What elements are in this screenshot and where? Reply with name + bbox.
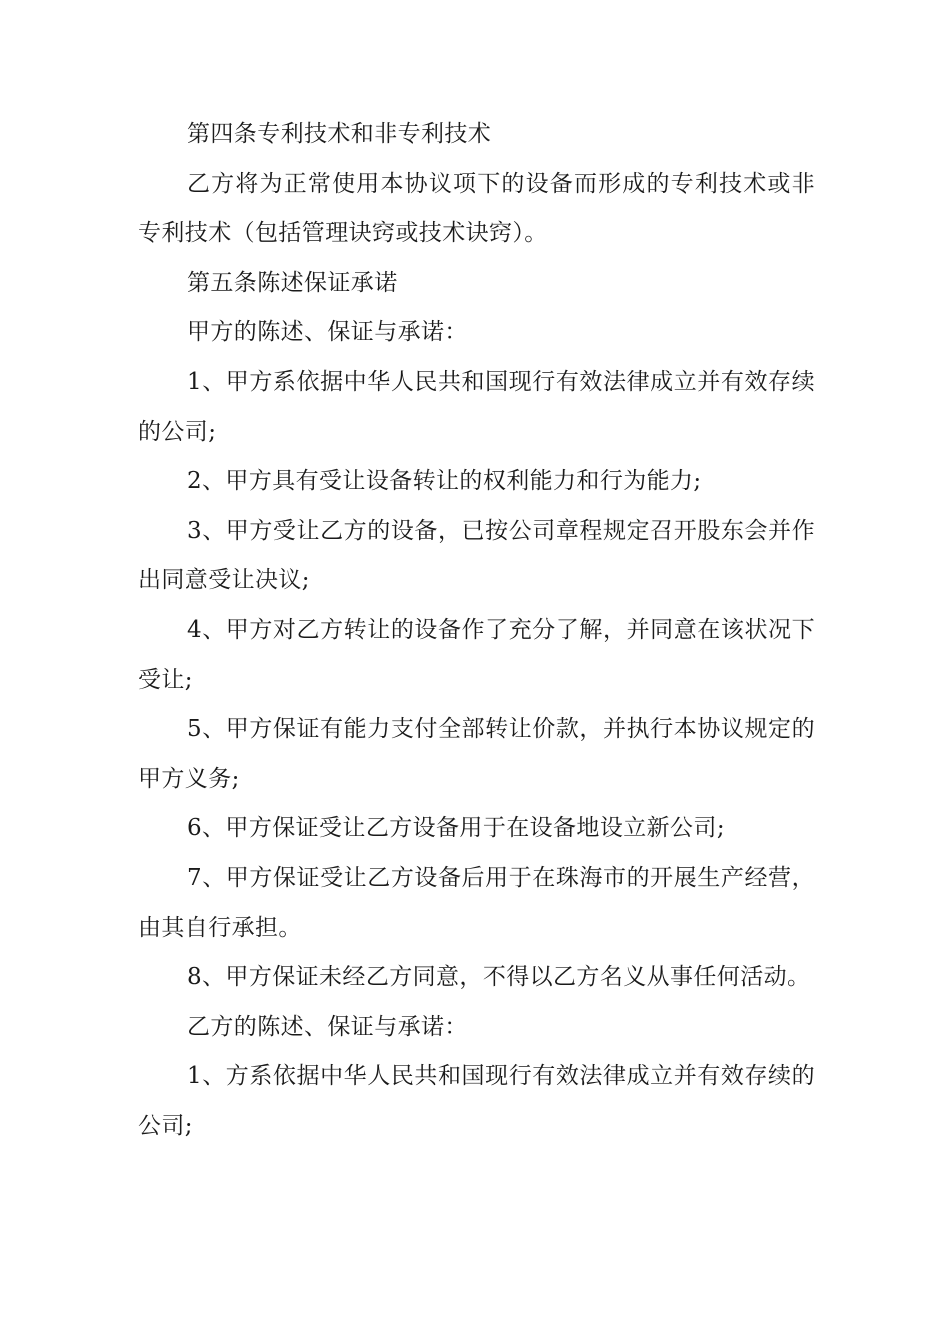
party-b-clause-1: 1、方系依据中华人民共和国现行有效法律成立并有效存续的公司; <box>138 1063 815 1139</box>
party-a-clause-8: 8、甲方保证未经乙方同意，不得以乙方名义从事任何活动。 <box>187 964 811 991</box>
party-a-clause-1: 1、甲方系依据中华人民共和国现行有效法律成立并有效存续的公司; <box>138 368 815 445</box>
party-a-clause-5: 5、甲方保证有能力支付全部转让价款，并执行本协议规定的甲方义务; <box>138 716 815 792</box>
article-5-heading: 第五条陈述保证承诺 <box>187 269 398 296</box>
party-a-clause-3: 3、甲方受让乙方的设备，已按公司章程规定召开股东会并作出同意受让决议; <box>138 517 815 594</box>
party-b-section-heading: 乙方的陈述、保证与承诺： <box>187 1013 468 1040</box>
article-4-heading: 第四条专利技术和非专利技术 <box>187 121 492 147</box>
article-4-body: 乙方将为正常使用本协议项下的设备而形成的专利技术或非专利技术（包括管理诀窍或技术诀窍）。 <box>138 170 815 247</box>
party-a-clause-7: 7、甲方保证受让乙方设备后用于在珠海市的开展生产经营，由其自行承担。 <box>138 864 815 941</box>
party-a-clause-2: 2、甲方具有受让设备转让的权利能力和行为能力; <box>187 468 702 495</box>
document-page <box>138 110 815 1151</box>
party-a-section-heading: 甲方的陈述、保证与承诺： <box>187 319 468 346</box>
party-a-clause-4: 4、甲方对乙方转让的设备作了充分了解，并同意在该状况下受让; <box>138 616 815 693</box>
party-a-clause-6: 6、甲方保证受让乙方设备用于在设备地设立新公司; <box>187 815 725 842</box>
